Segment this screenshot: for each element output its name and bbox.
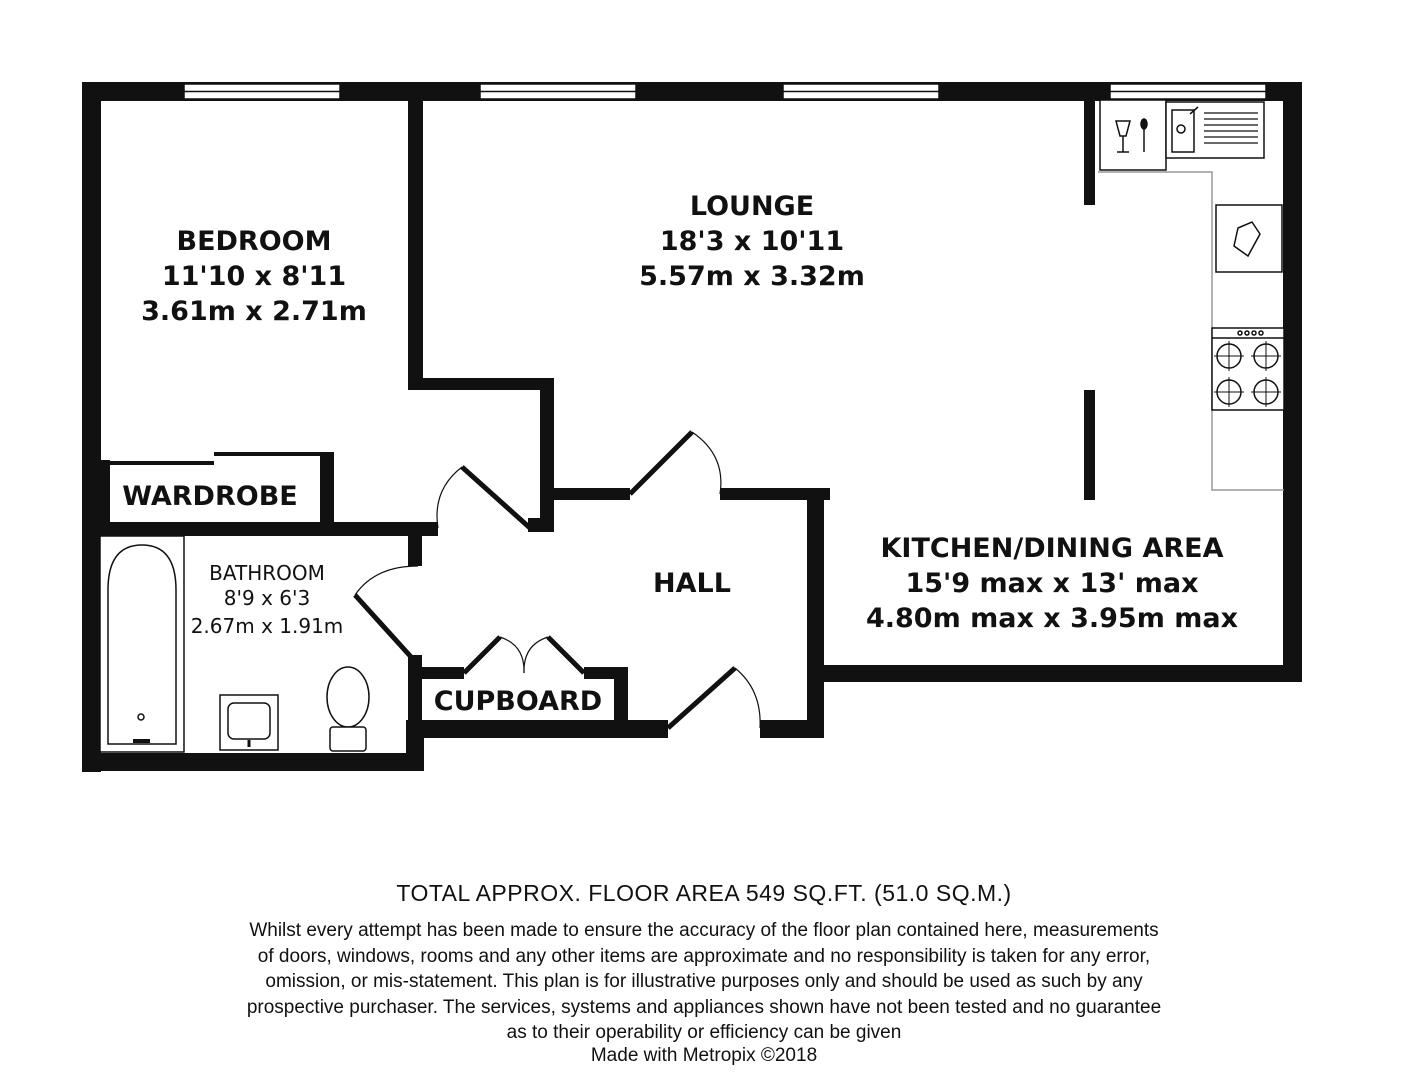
svg-text:3.61m x 2.71m: 3.61m x 2.71m (141, 296, 367, 327)
disclaimer-line: omission, or mis-statement. This plan is for illustrative purposes only and should be used as such by any (265, 971, 1143, 992)
disclaimer-line: Whilst every attempt has been made to ensure the accuracy of the floor plan contained here, measurements (249, 920, 1159, 941)
wardrobe-doors (108, 454, 322, 463)
room-label-wardrobe: WARDROBE (122, 481, 298, 512)
disclaimer-line: prospective purchaser. The services, systems and appliances shown have not been tested and no guarantee (246, 996, 1162, 1018)
svg-text:KITCHEN/DINING AREA: KITCHEN/DINING AREA (880, 533, 1224, 564)
bath-icon (100, 536, 184, 752)
svg-text:BEDROOM: BEDROOM (176, 226, 332, 257)
disclaimer-line: as to their operability or efficiency can be given (506, 1022, 902, 1043)
extractor-icon (1216, 205, 1282, 272)
room-label-hall: HALL (653, 568, 731, 599)
room-label-bedroom (141, 226, 367, 327)
glass-cutlery-icon (1100, 100, 1166, 170)
room-label-lounge (639, 191, 865, 292)
disclaimer (0, 918, 1408, 1046)
svg-text:8'9 x 6'3: 8'9 x 6'3 (223, 586, 311, 610)
room-label-bathroom (191, 561, 344, 638)
svg-text:15'9 max x 13' max: 15'9 max x 13' max (905, 568, 1199, 599)
svg-text:5.57m x 3.32m: 5.57m x 3.32m (639, 261, 865, 292)
hob-icon (1212, 328, 1284, 410)
sink-icon (1166, 102, 1264, 158)
room-label-kitchen (866, 533, 1238, 634)
made-with-credit: Made with Metropix ©2018 (590, 1045, 818, 1066)
svg-text:18'3 x 10'11: 18'3 x 10'11 (659, 226, 845, 257)
disclaimer-line: of doors, windows, rooms and any other items are approximate and no responsibility is taken for any error, (257, 945, 1151, 967)
toilet-icon (327, 667, 369, 751)
svg-text:2.67m x 1.91m: 2.67m x 1.91m (190, 614, 344, 638)
washbasin-icon (220, 695, 278, 750)
total-floor-area: TOTAL APPROX. FLOOR AREA 549 SQ.FT. (51.0 SQ.M.) (396, 880, 1012, 906)
svg-text:4.80m max x 3.95m max: 4.80m max x 3.95m max (865, 603, 1239, 634)
svg-text:11'10 x 8'11: 11'10 x 8'11 (161, 261, 347, 292)
walls (82, 82, 1302, 772)
room-label-cupboard: CUPBOARD (433, 686, 603, 717)
svg-text:LOUNGE: LOUNGE (689, 191, 815, 222)
svg-text:BATHROOM: BATHROOM (209, 561, 325, 585)
